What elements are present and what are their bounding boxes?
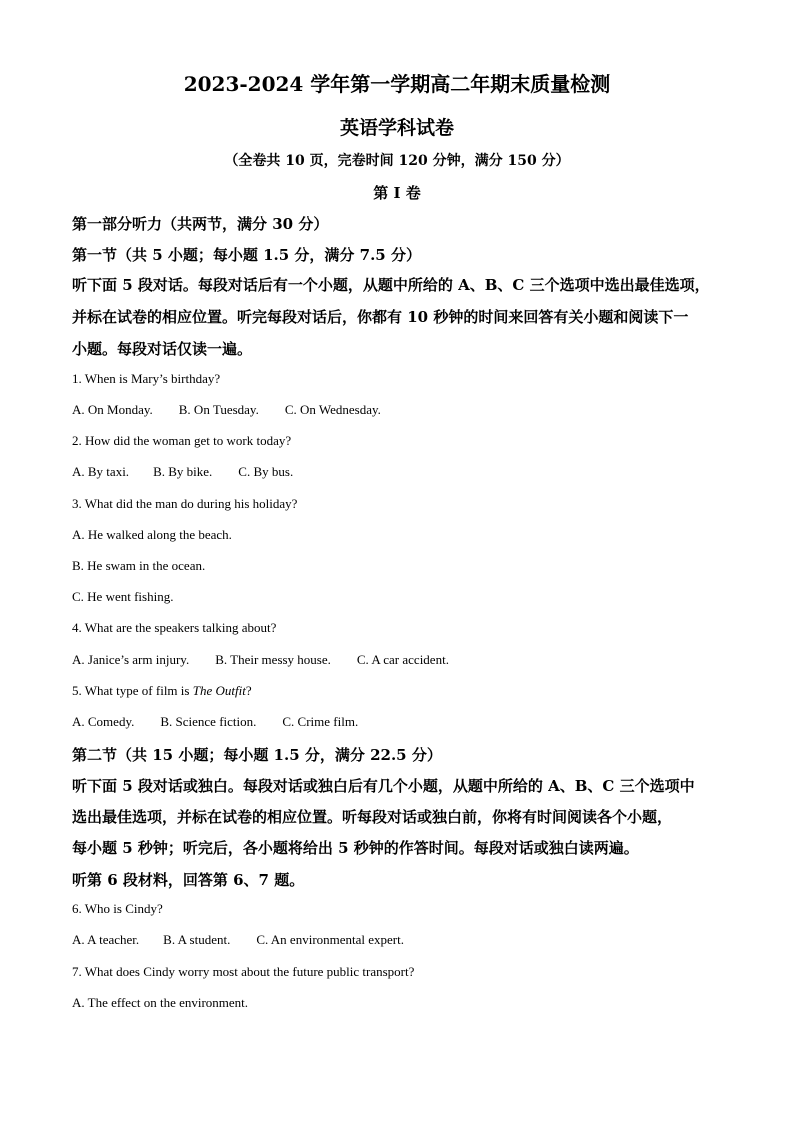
option-b: B. He swam in the ocean. xyxy=(72,558,206,573)
question-stem: 3. What did the man do during his holiday? xyxy=(72,496,298,511)
exam-title: 2023-2024 学年第一学期高二年期末质量检测 xyxy=(183,72,611,96)
question-stem xyxy=(72,683,252,699)
section1-heading: 第一节（共 5 小题；每小题 1.5 分，满分 7.5 分） xyxy=(72,246,421,264)
option-c: C. Crime film. xyxy=(282,714,359,729)
option-c: C. An environmental expert. xyxy=(256,932,405,947)
option-b: B. Science fiction. xyxy=(160,714,257,729)
question-stem: 7. What does Cindy worry most about the future public transport? xyxy=(72,964,415,979)
stem-punctuation: ? xyxy=(245,683,252,698)
option-a: A. A teacher. xyxy=(72,932,140,947)
section2-instruction-line: 听下面 5 段对话或独白。每段对话或独白后有几个小题，从题中所给的 A、B、C 三个选项中 xyxy=(72,777,695,795)
option-a: A. Comedy. xyxy=(72,714,135,729)
option-c: C. A car accident. xyxy=(356,652,449,667)
option-b: B. By bike. xyxy=(153,464,213,479)
section2-heading: 第二节（共 15 小题；每小题 1.5 分，满分 22.5 分） xyxy=(72,746,442,764)
part1-heading: 第一部分听力（共两节，满分 30 分） xyxy=(72,215,329,233)
question-stem: 4. What are the speakers talking about? xyxy=(72,620,277,635)
option-a: A. The effect on the environment. xyxy=(72,995,249,1010)
question-stem: 1. When is Mary’s birthday? xyxy=(72,371,221,386)
option-a: A. He walked along the beach. xyxy=(72,527,232,542)
section1-instruction-line: 并标在试卷的相应位置。听完每段对话后，你都有 10 秒钟的时间来回答有关小题和阅读下一 xyxy=(72,308,689,326)
question-options xyxy=(72,714,358,730)
option-b: B. Their messy house. xyxy=(215,652,331,667)
question-stem: 2. How did the woman get to work today? xyxy=(72,433,292,448)
option-a: A. By taxi. xyxy=(72,464,130,479)
subject-title: 英语学科试卷 xyxy=(339,117,454,139)
question-options xyxy=(72,932,404,948)
option-c: C. By bus. xyxy=(238,464,294,479)
option-c: C. On Wednesday. xyxy=(284,402,381,417)
section1-instruction-line: 听下面 5 段对话。每段对话后有一个小题，从题中所给的 A、B、C 三个选项中选出最佳选项， xyxy=(72,276,710,294)
exam-note: （全卷共 10 页，完卷时间 120 分钟，满分 150 分） xyxy=(224,153,570,169)
material-heading: 听第 6 段材料，回答第 6、7 题。 xyxy=(72,871,305,889)
option-c: C. He went fishing. xyxy=(72,589,174,604)
question-options xyxy=(72,402,381,418)
option-b: B. A student. xyxy=(163,932,231,947)
option-a: A. Janice’s arm injury. xyxy=(72,652,190,667)
question-stem: 6. Who is Cindy? xyxy=(72,901,163,916)
stem-text: 5. What type of film is xyxy=(72,683,193,698)
section2-instruction-line: 选出最佳选项，并标在试卷的相应位置。听每段对话或独白前，你将有时间阅读各个小题， xyxy=(72,808,673,826)
question-options xyxy=(72,652,449,668)
film-title: The Outfit xyxy=(192,683,246,698)
section1-instruction-line: 小题。每段对话仅读一遍。 xyxy=(72,340,253,358)
option-a: A. On Monday. xyxy=(72,402,153,417)
question-options xyxy=(72,464,293,480)
section2-instruction-line: 每小题 5 秒钟；听完后，各小题将给出 5 秒钟的作答时间。每段对话或独白读两遍。 xyxy=(72,839,639,857)
option-b: B. On Tuesday. xyxy=(178,402,259,417)
volume-label: 第 I 卷 xyxy=(373,184,421,202)
